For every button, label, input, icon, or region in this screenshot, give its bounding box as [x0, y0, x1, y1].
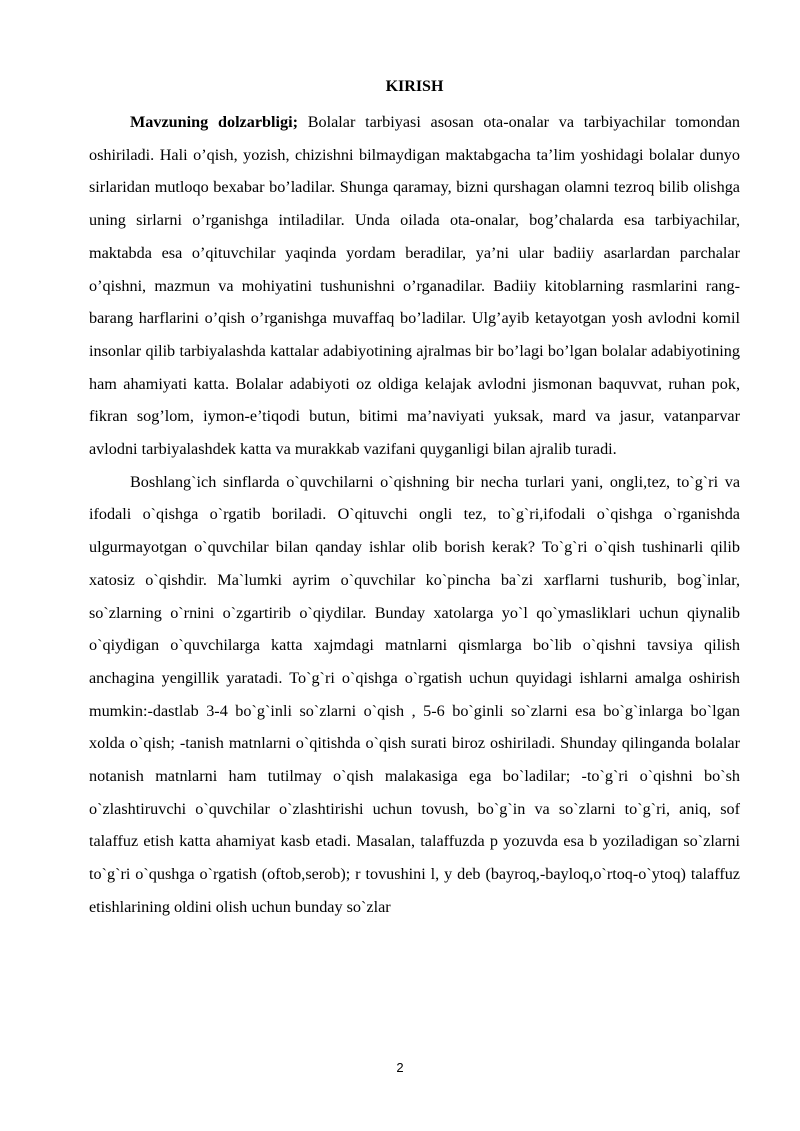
paragraph-1-text: Bolalar tarbiyasi asosan ota-onalar va tarbiyachilar tomondan oshiriladi. Hali o’qish, yozish, chizishni bilmaydigan maktabgacha ta’lim yoshidagi bolalar dunyo sirlaridan mutloqo bexabar bo’ladilar. Shunga qaramay, bizni qurshagan olamni tezroq bilib olishga uning sirlarni o’rganishga intiladilar. Unda oilada ota-onalar, bog’chalarda esa tarbiyachilar, maktabda esa o’qituvchilar yaqinda yordam beradilar, ya’ni ular badiiy asarlardan parchalar o’qishni, mazmun va mohiyatini tushunishni o’rganadilar. Badiiy kitoblarning rasmlarini rang-barang harflarini o’qish o’rganishga muvaffaq bo’ladilar. Ulg’ayib ketayotgan yosh avlodni komil insonlar qilib tarbiyalashda kattalar adabiyotining ajralmas bir bo’lagi bo’lgan bolalar adabiyotining ham ahamiyati katta. Bolalar adabiyoti oz oldiga kelajak avlodni jismonan baquvvat, ruhan pok, fikran sog’lom, iymon-e’tiqodi butun, bitimi ma’naviyati yuksak, mard va jasur, vatanparvar avlodni tarbiyalashdek katta va murakkab vazifani quyganligi bilan ajralib turadi.: [89, 113, 740, 459]
paragraph-2: Boshlang`ich sinflarda o`quvchilarni o`qishning bir necha turlari yani, ongli,tez, to`g`ri va ifodali o`qishga o`rgatib boriladi. O`qituvchi ongli tez, to`g`ri,ifodali o`qishga o`rganishda ulgurmayotgan o`quvchilar bilan qanday ishlar olib borish kerak? To`g`ri o`qish tushinarli qilib xatosiz o`qishdir. Ma`lumki ayrim o`quvchilar ko`pincha ba`zi xarflarni tushurib, bog`inlar, so`zlarning o`rnini o`zgartirib o`qiydilar. Bunday xatolarga yo`l qo`ymasliklari uchun qiynalib o`qiydigan o`quvchilarga katta xajmdagi matnlarni qismlarga bo`lib o`qishni tavsiya qilish anchagina yengillik yaratadi. To`g`ri o`qishga o`rgatish uchun quyidagi ishlarni amalga oshirish mumkin:-dastlab 3-4 bo`g`inli so`zlarni o`qish , 5-6 bo`ginli so`zlarni esa bo`g`inlarga bo`lgan xolda o`qish; -tanish matnlarni o`qitishda o`qish surati biroz oshiriladi. Shunday qilinganda bolalar notanish matnlarni ham tutilmay o`qish malakasiga ega bo`ladilar; -to`g`ri o`qishni bo`sh o`zlashtiruvchi o`quvchilar o`zlashtirishi uchun tovush, bo`g`in va so`zlarni to`g`ri, aniq, sof talaffuz etish katta ahamiyat kasb etadi. Masalan, talaffuzda p yozuvda esa b yoziladigan so`zlarni to`g`ri o`qushga o`rgatish (oftob,serob); r tovushini l, y deb (bayroq,-bayloq,o`rtoq-o`ytoq) talaffuz etishlarining oldini olish uchun bunday so`zlar: [89, 472, 740, 916]
document-page: [89, 74, 740, 924]
page-number: 2: [396, 1060, 404, 1075]
paragraph-1: [89, 106, 740, 466]
section-title: KIRISH: [385, 78, 444, 95]
paragraph-1-lead: Mavzuning dolzarbligi;: [130, 113, 299, 131]
